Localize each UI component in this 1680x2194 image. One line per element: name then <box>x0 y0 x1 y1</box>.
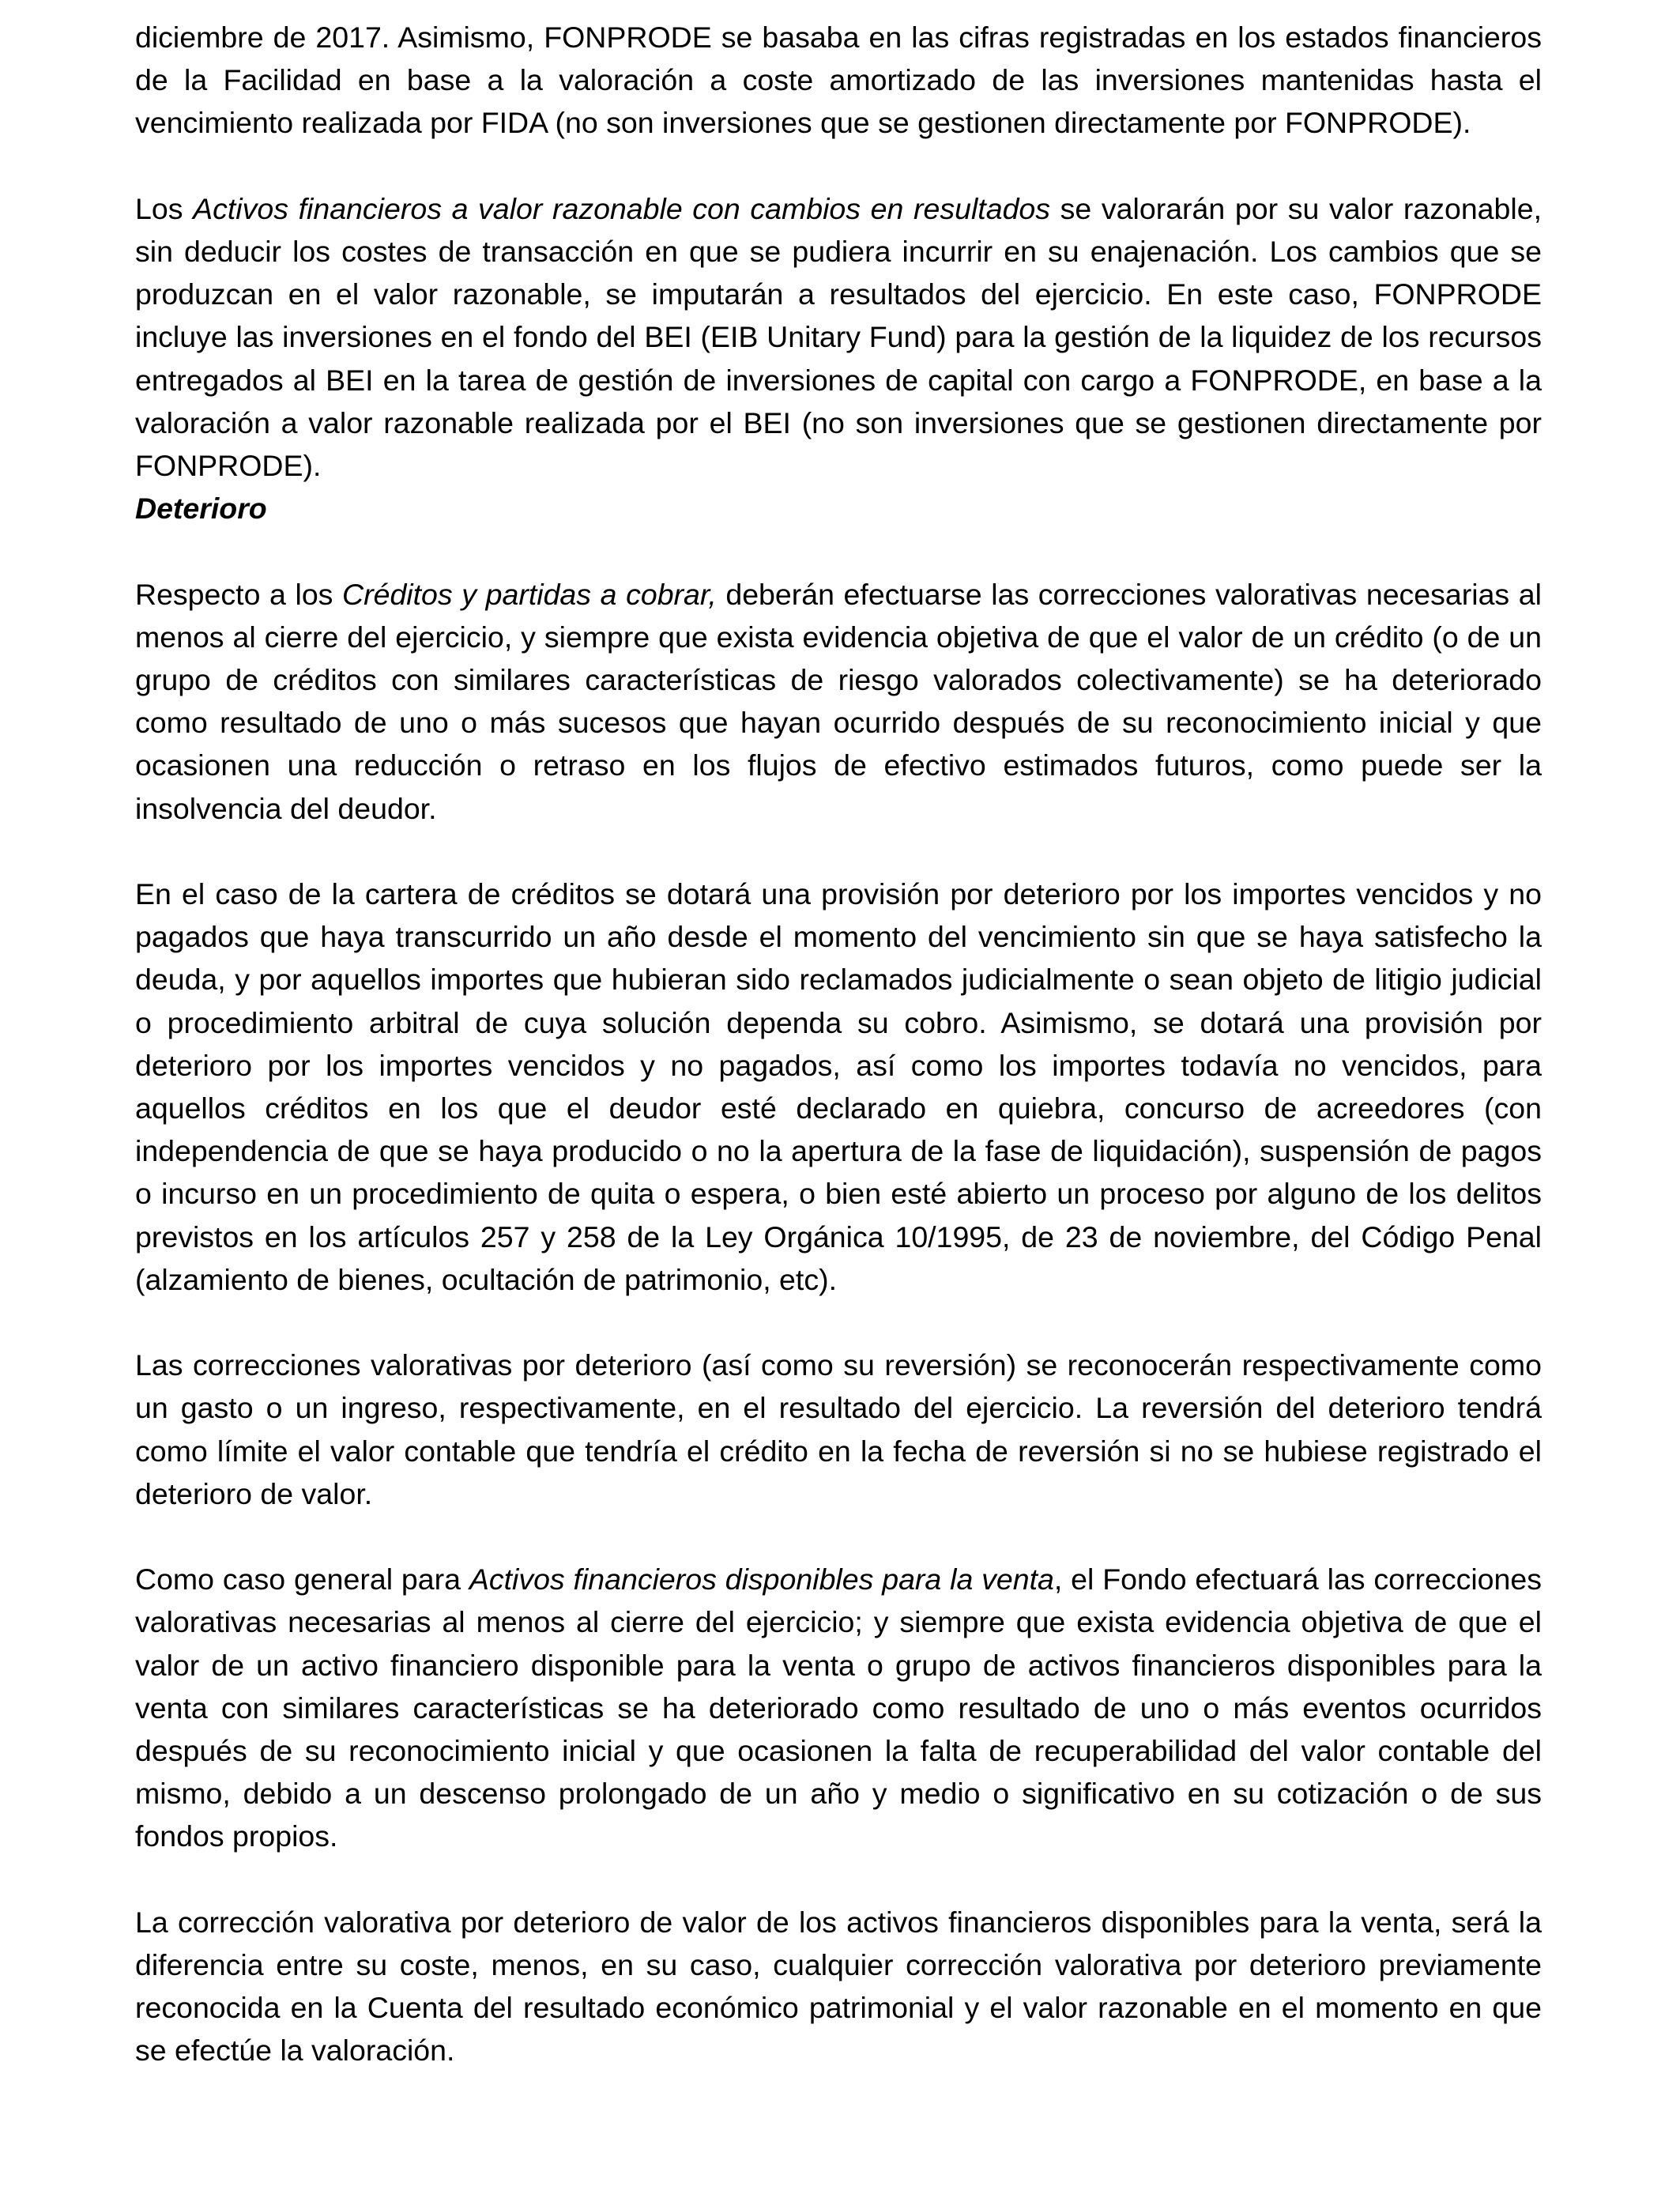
paragraph-impairment-reversal: Las correcciones valorativas por deterioro (así como su reversión) se reconocerán respectivamente como un gasto o un ingreso, respectivamente, en el resultado del ejercicio. La reversión del deterioro tendrá como límite el valor contable que tendría el crédito en la fecha de reversión si no se hubiese registrado el deterioro de valor. <box>135 1348 1542 1510</box>
paragraph-fair-value-assets-body: se valorarán por su valor razonable, sin deducir los costes de transacción en que se pudiera incurrir en su enajenación. Los cambios que se produzcan en el valor razonable, se imputarán a resultados del ejercicio. En este caso, FONPRODE incluye las inversiones en el fondo del BEI (EIB Unitary Fund) para la gestión de la liquidez de los recursos entregados al BEI en la tarea de gestión de inversiones de capital con cargo a FONPRODE, en base a la valoración a valor razonable realizada por el BEI (no son inversiones que se gestionen directamente por FONPRODE). <box>135 191 1542 483</box>
paragraph-fida-valuation: diciembre de 2017. Asimismo, FONPRODE se basaba en las cifras registradas en los estados financieros de la Facilidad en base a la valoración a coste amortizado de las inversiones mantenidas hasta el vencimiento realizada por FIDA (no son inversiones que se gestionen directamente por FONPRODE). <box>135 21 1542 140</box>
paragraph-credits-receivables-body: deberán efectuarse las correcciones valorativas necesarias al menos al cierre del ejercicio, y siempre que exista evidencia objetiva de que el valor de un crédito (o de un grupo de créditos con similares características de riesgo valorados colectivamente) se ha deteriorado como resultado de uno o más sucesos que hayan ocurrido después de su reconocimiento inicial y que ocasionen una reducción o retraso en los flujos de efectivo estimados futuros, como puede ser la insolvencia del deudor. <box>135 577 1542 825</box>
term-credits-receivables: Créditos y partidas a cobrar, <box>342 577 717 611</box>
paragraph-valuation-correction: La corrección valorativa por deterioro de valor de los activos financieros disponibles para la venta, será la diferencia entre su coste, menos, en su caso, cualquier corrección valorativa por deterioro previamente reconocida en la Cuenta del resultado económico patrimonial y el valor razonable en el momento en que se efectúe la valoración. <box>135 1905 1542 2068</box>
document-page <box>135 16 1542 2072</box>
paragraph-credit-portfolio-provision: En el caso de la cartera de créditos se dotará una provisión por deterioro por los importes vencidos y no pagados que haya transcurrido un año desde el momento del vencimiento sin que se haya satisfecho la deuda, y por aquellos importes que hubieran sido reclamados judicialmente o sean objeto de litigio judicial o procedimiento arbitral de cuya solución dependa su cobro. Asimismo, se dotará una provisión por deterioro por los importes vencidos y no pagados, así como los importes todavía no vencidos, para aquellos créditos en los que el deudor esté declarado en quiebra, concurso de acreedores (con independencia de que se haya producido o no la apertura de la fase de liquidación), suspensión de pagos o incurso en un procedimiento de quita o espera, o bien esté abierto un proceso por alguno de los delitos previstos en los artículos 257 y 258 de la Ley Orgánica 10/1995, de 23 de noviembre, del Código Penal (alzamiento de bienes, ocultación de patrimonio, etc). <box>135 877 1542 1296</box>
term-fair-value-assets: Activos financieros a valor razonable con cambios en resultados <box>193 191 1051 225</box>
section-heading-deterioro: Deterioro <box>135 492 267 526</box>
paragraph-available-for-sale-body: , el Fondo efectuará las correcciones valorativas necesarias al menos al cierre del ejercicio; y siempre que exista evidencia objetiva de que el valor de un activo financiero disponible para la venta o grupo de activos financieros disponibles para la venta con similares características se ha deteriorado como resultado de uno o más eventos ocurridos después de su reconocimiento inicial y que ocasionen la falta de recuperabilidad del valor contable del mismo, debido a un descenso prolongado de un año y medio o significativo en su cotización o de sus fondos propios. <box>135 1563 1542 1853</box>
paragraph-available-for-sale-lead: Como caso general para <box>135 1563 469 1596</box>
paragraph-fair-value-assets <box>135 187 1542 487</box>
paragraph-credits-receivables <box>135 573 1542 830</box>
paragraph-credits-receivables-lead: Respecto a los <box>135 577 343 611</box>
paragraph-available-for-sale <box>135 1558 1542 1857</box>
paragraph-fair-value-assets-lead: Los <box>135 191 194 225</box>
term-available-for-sale: Activos financieros disponibles para la venta <box>469 1563 1054 1596</box>
